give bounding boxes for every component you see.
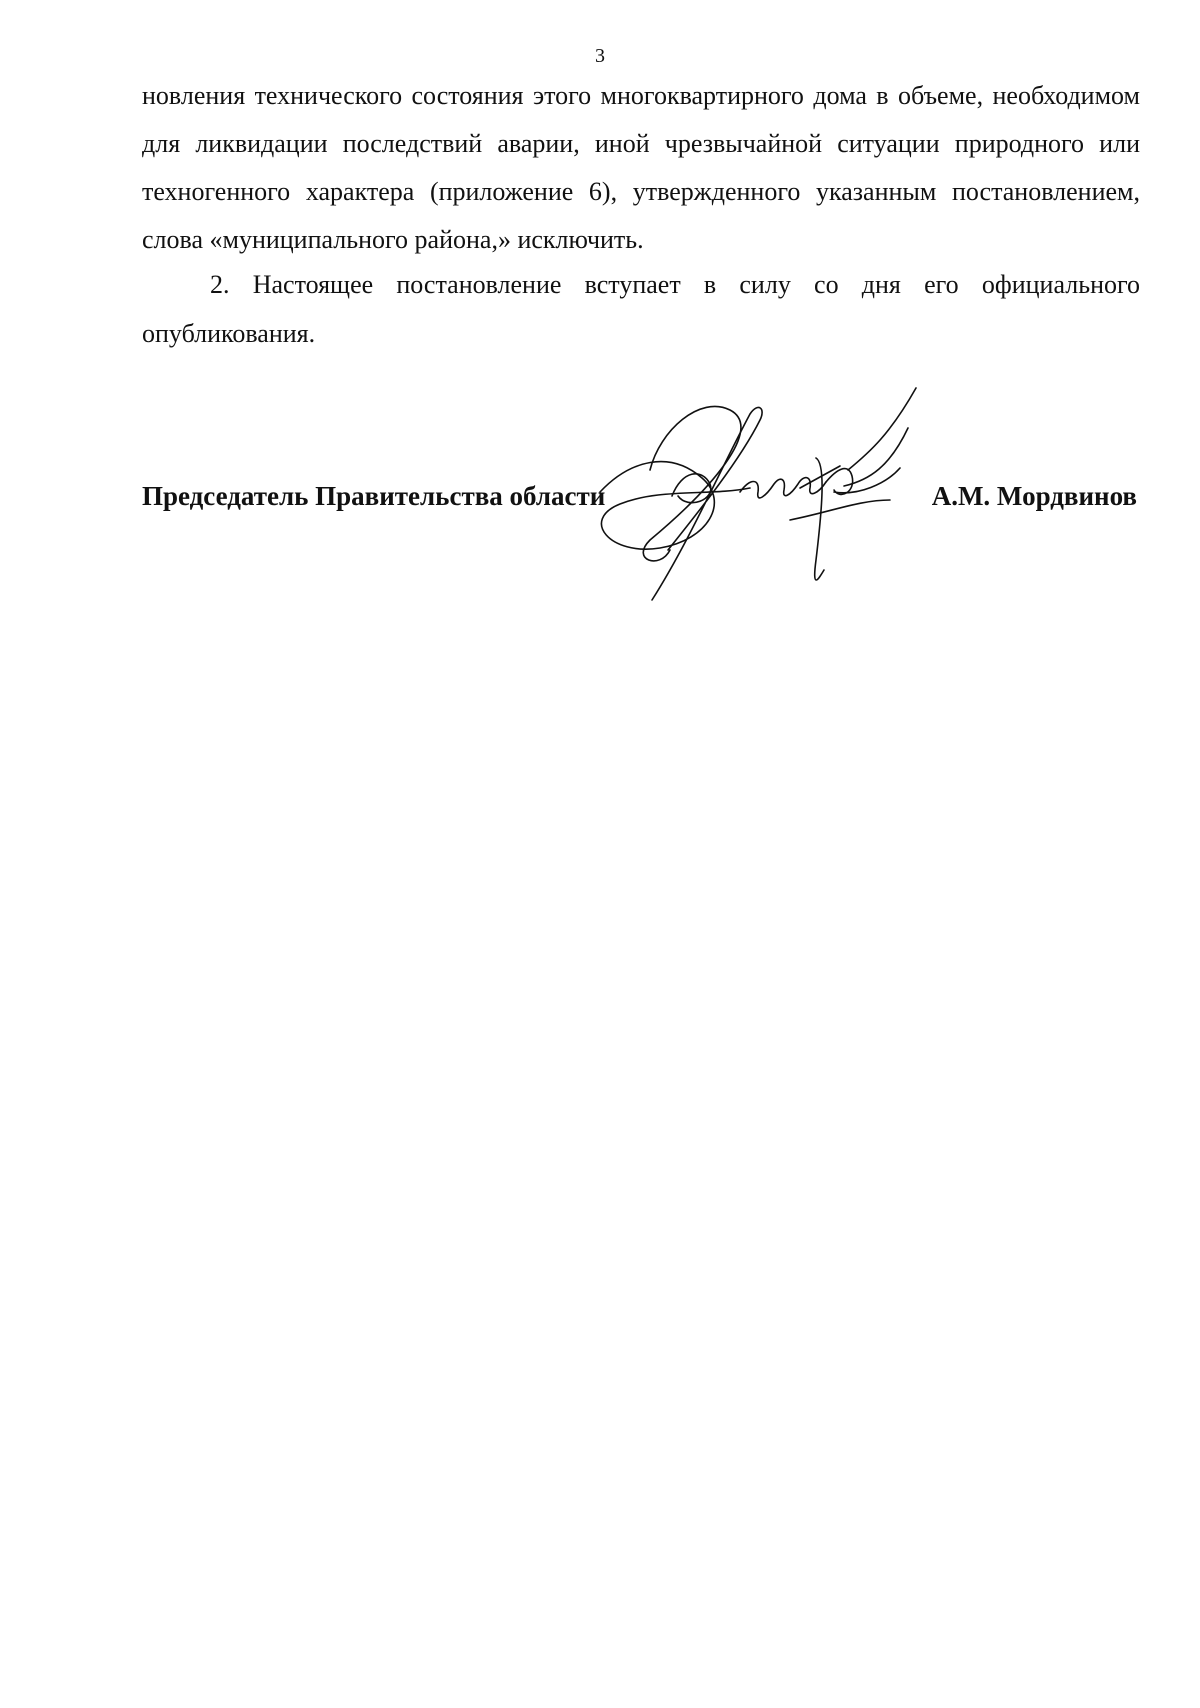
handwritten-signature — [590, 400, 950, 620]
signatory-name: А.М. Мордвинов — [931, 481, 1137, 511]
paragraph-effective-date: 2. Настоящее постановление вступает в силу со дня его официального опубликования. — [142, 270, 1140, 348]
paragraph-continuation: новления технического состояния этого многоквартирного дома в объеме, необходимом для ликвидации последствий аварии, иной чрезвычайной ситуации природного или техногенного характера (приложение 6), утвержденного указанным постановлением, слова «муниципального района,» исключить. — [142, 81, 1140, 254]
page-number: 3 — [595, 45, 605, 67]
signatory-title: Председатель Правительства области — [142, 481, 606, 511]
